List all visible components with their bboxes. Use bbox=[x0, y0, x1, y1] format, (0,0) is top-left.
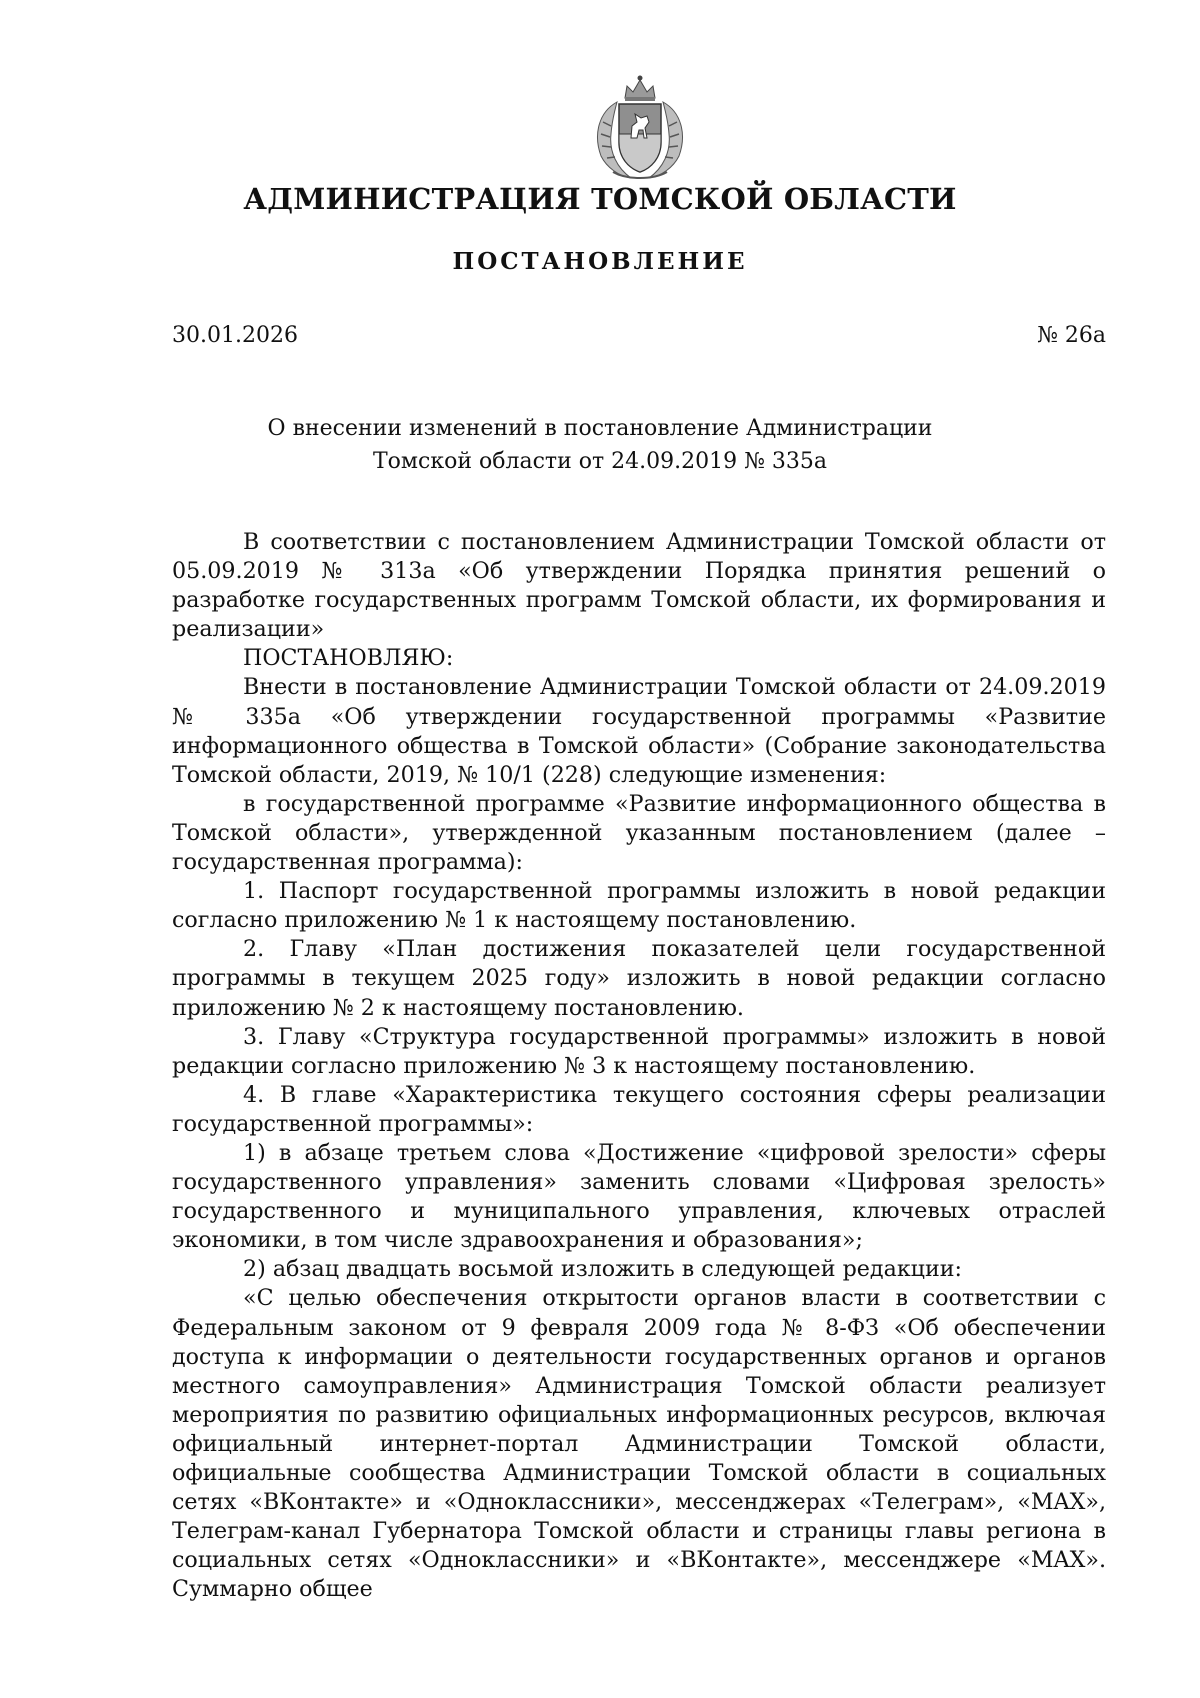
body-paragraph-8: 4. В главе «Характеристика текущего состояния сферы реализации государственной программы»: bbox=[172, 1081, 1106, 1137]
body-paragraph-1: В соответствии с постановлением Администрации Томской области от 05.09.2019 № 313а «Об утверждении Порядка принятия решений о разработке государственных программ Томской области, их формирования и реализации» bbox=[172, 529, 1106, 643]
body-paragraph-11: «С целью обеспечения открытости органов власти в соответствии с Федеральным законом от 9 февраля 2009 года № 8-ФЗ «Об обеспечении доступа к информации о деятельности государственных органов и органов местного самоуправления» Администрация Томской области реализует мероприятия по развитию официальных информационных ресурсов, включая официальный интернет-портал Администрации Томской области, официальные сообщества Администрации Томской области в социальных сетях «ВКонтакте» и «Одноклассники», мессенджерах «Телеграм», «MAX», Телеграм-канал Губернатора Томской области и страницы главы региона в социальных сетях «Одноклассники» и «ВКонтакте», мессенджере «MAX». Суммарно общее bbox=[172, 1285, 1106, 1603]
body-paragraph-10: 2) абзац двадцать восьмой изложить в следующей редакции: bbox=[243, 1256, 963, 1283]
body-paragraph-9: 1) в абзаце третьем слова «Достижение «цифровой зрелости» сферы государственного управления» заменить словами «Цифровая зрелость» государственного и муниципального управления, ключевых отраслей экономики, в том числе здравоохранения и образования»; bbox=[172, 1139, 1106, 1254]
document-date: 30.01.2026 bbox=[172, 323, 298, 348]
document-subject bbox=[0, 412, 1200, 478]
document-type: ПОСТАНОВЛЕНИЕ bbox=[452, 248, 748, 275]
body-paragraph-3: Внести в постановление Администрации Томской области от 24.09.2019 № 335а «Об утверждении государственной программы «Развитие информационного общества в Томской области» (Собрание законодательства Томской области, 2019, № 10/1 (228) следующие изменения: bbox=[172, 674, 1106, 788]
body-paragraph-2: ПОСТАНОВЛЯЮ: bbox=[243, 645, 454, 672]
coat-of-arms-emblem bbox=[587, 72, 693, 184]
document-body bbox=[172, 528, 1106, 1604]
body-paragraph-7: 3. Главу «Структура государственной программы» изложить в новой редакции согласно приложению № 3 к настоящему постановлению. bbox=[172, 1023, 1106, 1079]
body-paragraph-6: 2. Главу «План достижения показателей цели государственной программы в текущем 2025 году» изложить в новой редакции согласно приложению № 2 к настоящему постановлению. bbox=[172, 936, 1106, 1021]
subject-line-1: О внесении изменений в постановление Администрации bbox=[267, 416, 933, 441]
organization-title: АДМИНИСТРАЦИЯ ТОМСКОЙ ОБЛАСТИ bbox=[243, 182, 957, 216]
body-paragraph-5: 1. Паспорт государственной программы изложить в новой редакции согласно приложению № 1 к настоящему постановлению. bbox=[172, 878, 1106, 934]
subject-line-2: Томской области от 24.09.2019 № 335а bbox=[372, 449, 828, 474]
document-number: № 26а bbox=[1037, 323, 1106, 348]
body-paragraph-4: в государственной программе «Развитие информационного общества в Томской области», утвержденной указанным постановлением (далее – государственная программа): bbox=[172, 790, 1106, 876]
